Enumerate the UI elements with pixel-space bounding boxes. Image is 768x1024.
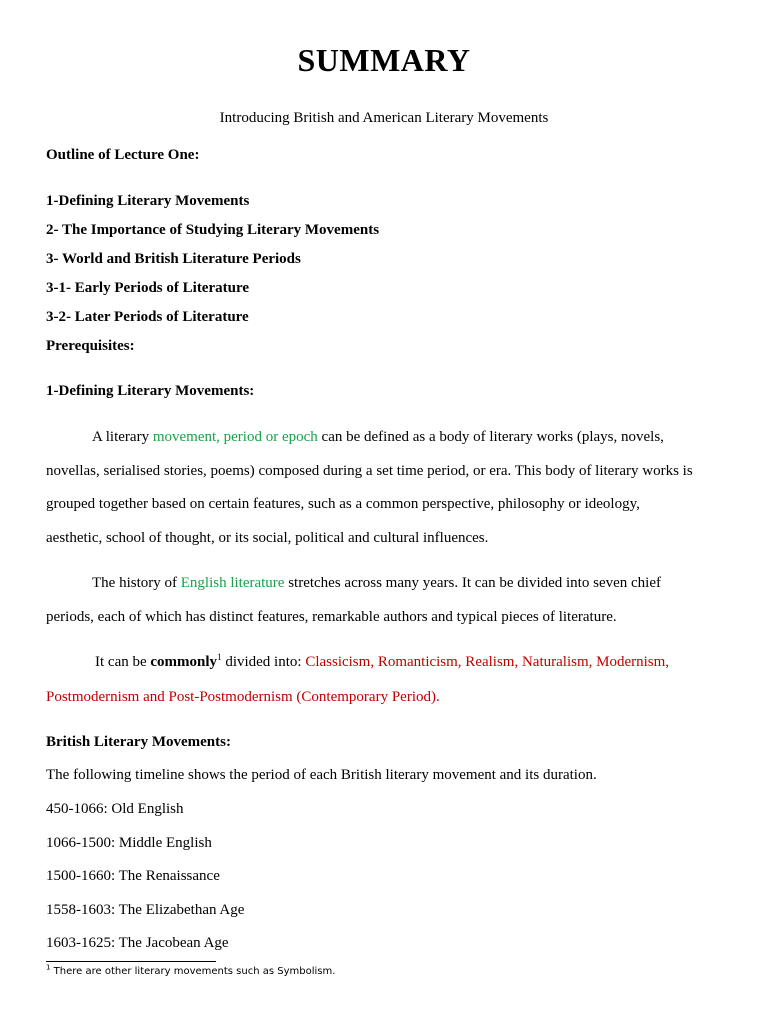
movement-list: Classicism, Romanticism, Realism, Naturalism, Modernism, bbox=[305, 654, 670, 670]
paragraph-1-line-2: novellas, serialised stories, poems) composed during a set time period, or era. This body of literary works is bbox=[46, 463, 693, 479]
outline-heading: Outline of Lecture One: bbox=[46, 147, 200, 163]
prerequisites-heading: Prerequisites: bbox=[46, 338, 135, 354]
highlight-term: English literature bbox=[180, 575, 285, 591]
footnote bbox=[46, 963, 336, 977]
page-subtitle: Introducing British and American Literary Movements bbox=[219, 110, 549, 126]
paragraph-2-line-1 bbox=[92, 575, 661, 592]
outline-item: 2- The Importance of Studying Literary Movements bbox=[46, 222, 380, 238]
section-heading-defining: 1-Defining Literary Movements: bbox=[46, 383, 255, 399]
paragraph-1-line-4: aesthetic, school of thought, or its social, political and cultural influences. bbox=[46, 530, 489, 546]
timeline-item: 1558-1603: The Elizabethan Age bbox=[46, 902, 245, 918]
text-span: A literary bbox=[92, 429, 153, 445]
timeline-item: 1500-1660: The Renaissance bbox=[46, 868, 220, 884]
paragraph-1-line-3: grouped together based on certain features, such as a common perspective, philosophy or ideology, bbox=[46, 496, 640, 512]
timeline-item: 1603-1625: The Jacobean Age bbox=[46, 935, 229, 951]
paragraph-3-line-2: Postmodernism and Post-Postmodernism (Contemporary Period). bbox=[46, 689, 440, 705]
paragraph-3-line-1 bbox=[95, 654, 669, 671]
bold-term: commonly bbox=[150, 654, 218, 670]
outline-item: 3-1- Early Periods of Literature bbox=[46, 280, 250, 296]
british-intro: The following timeline shows the period of each British literary movement and its duration. bbox=[46, 767, 597, 783]
paragraph-1-line-1 bbox=[92, 429, 664, 446]
timeline-item: 1066-1500: Middle English bbox=[46, 835, 212, 851]
timeline-item: 450-1066: Old English bbox=[46, 801, 184, 817]
page-title: SUMMARY bbox=[297, 42, 471, 78]
text-span: can be defined as a body of literary works (plays, novels, bbox=[317, 429, 664, 445]
highlight-term: movement, period or epoch bbox=[152, 429, 318, 445]
paragraph-2-line-2: periods, each of which has distinct features, remarkable authors and typical pieces of literature. bbox=[46, 609, 617, 625]
section-heading-british: British Literary Movements: bbox=[46, 734, 231, 750]
footnote-text: There are other literary movements such as Symbolism. bbox=[50, 966, 336, 977]
footnote-ref: 1 bbox=[217, 652, 222, 662]
text-span: The history of bbox=[92, 575, 181, 591]
outline-item: 3-2- Later Periods of Literature bbox=[46, 309, 249, 325]
text-span: stretches across many years. It can be divided into seven chief bbox=[284, 575, 661, 591]
footnote-marker: 1 bbox=[46, 963, 51, 972]
footnote-divider bbox=[46, 961, 216, 962]
text-span: divided into: bbox=[221, 654, 306, 670]
outline-item: 1-Defining Literary Movements bbox=[46, 193, 250, 209]
outline-item: 3- World and British Literature Periods bbox=[46, 251, 301, 267]
text-span: It can be bbox=[95, 654, 151, 670]
